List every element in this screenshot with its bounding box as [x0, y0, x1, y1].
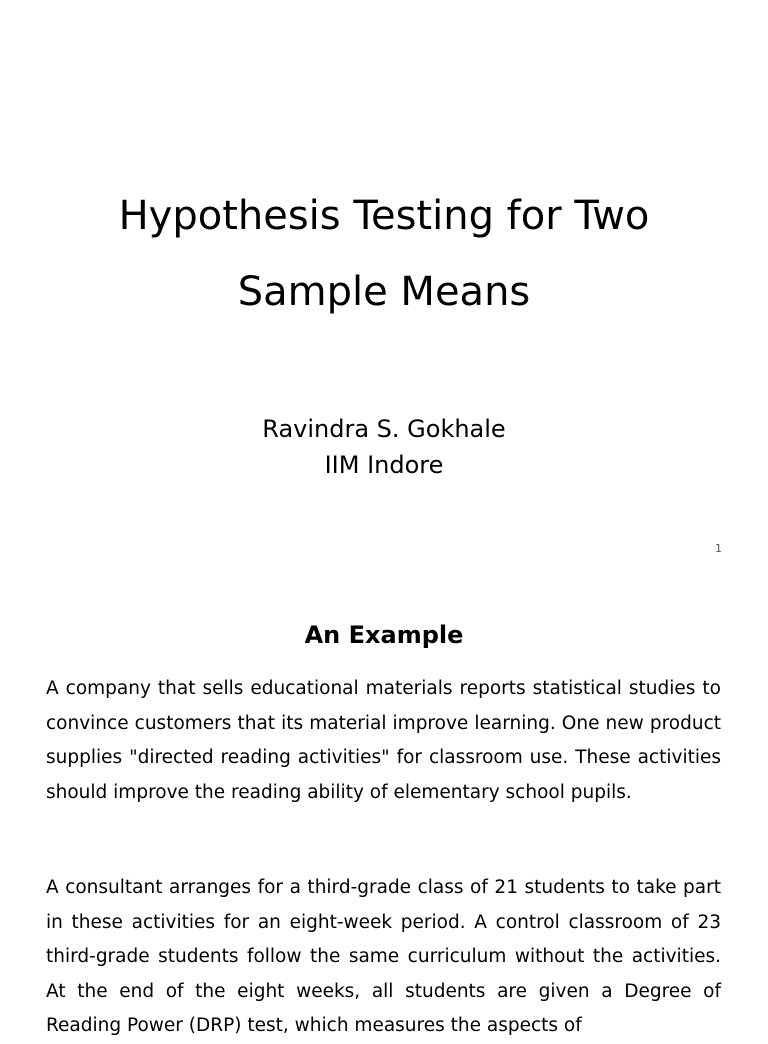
author-name: Ravindra S. Gokhale: [262, 415, 506, 443]
slide-title: [0, 178, 768, 330]
section-title: An Example: [304, 621, 464, 649]
slide-title-line-2: Sample Means: [237, 269, 531, 315]
body-paragraph-2: A consultant arranges for a third-grade class of 21 students to take part in these activities for an eight-week period. A control classroom of 23 third-grade students follow the same curriculum without the activities. At the end of the eight weeks, all students are given a Degree of Reading Power (DRP) test, which measures the aspects of: [46, 877, 721, 1036]
body-paragraph-1: A company that sells educational materials reports statistical studies to convince customers that its material improve learning. One new product supplies "directed reading activities" for classroom use. These activities should improve the reading ability of elementary school pupils.: [46, 678, 721, 803]
author-block: [0, 411, 768, 483]
slide-title-line-1: Hypothesis Testing for Two: [118, 193, 650, 239]
author-institution: IIM Indore: [324, 451, 444, 479]
page-number: 1: [715, 542, 722, 555]
